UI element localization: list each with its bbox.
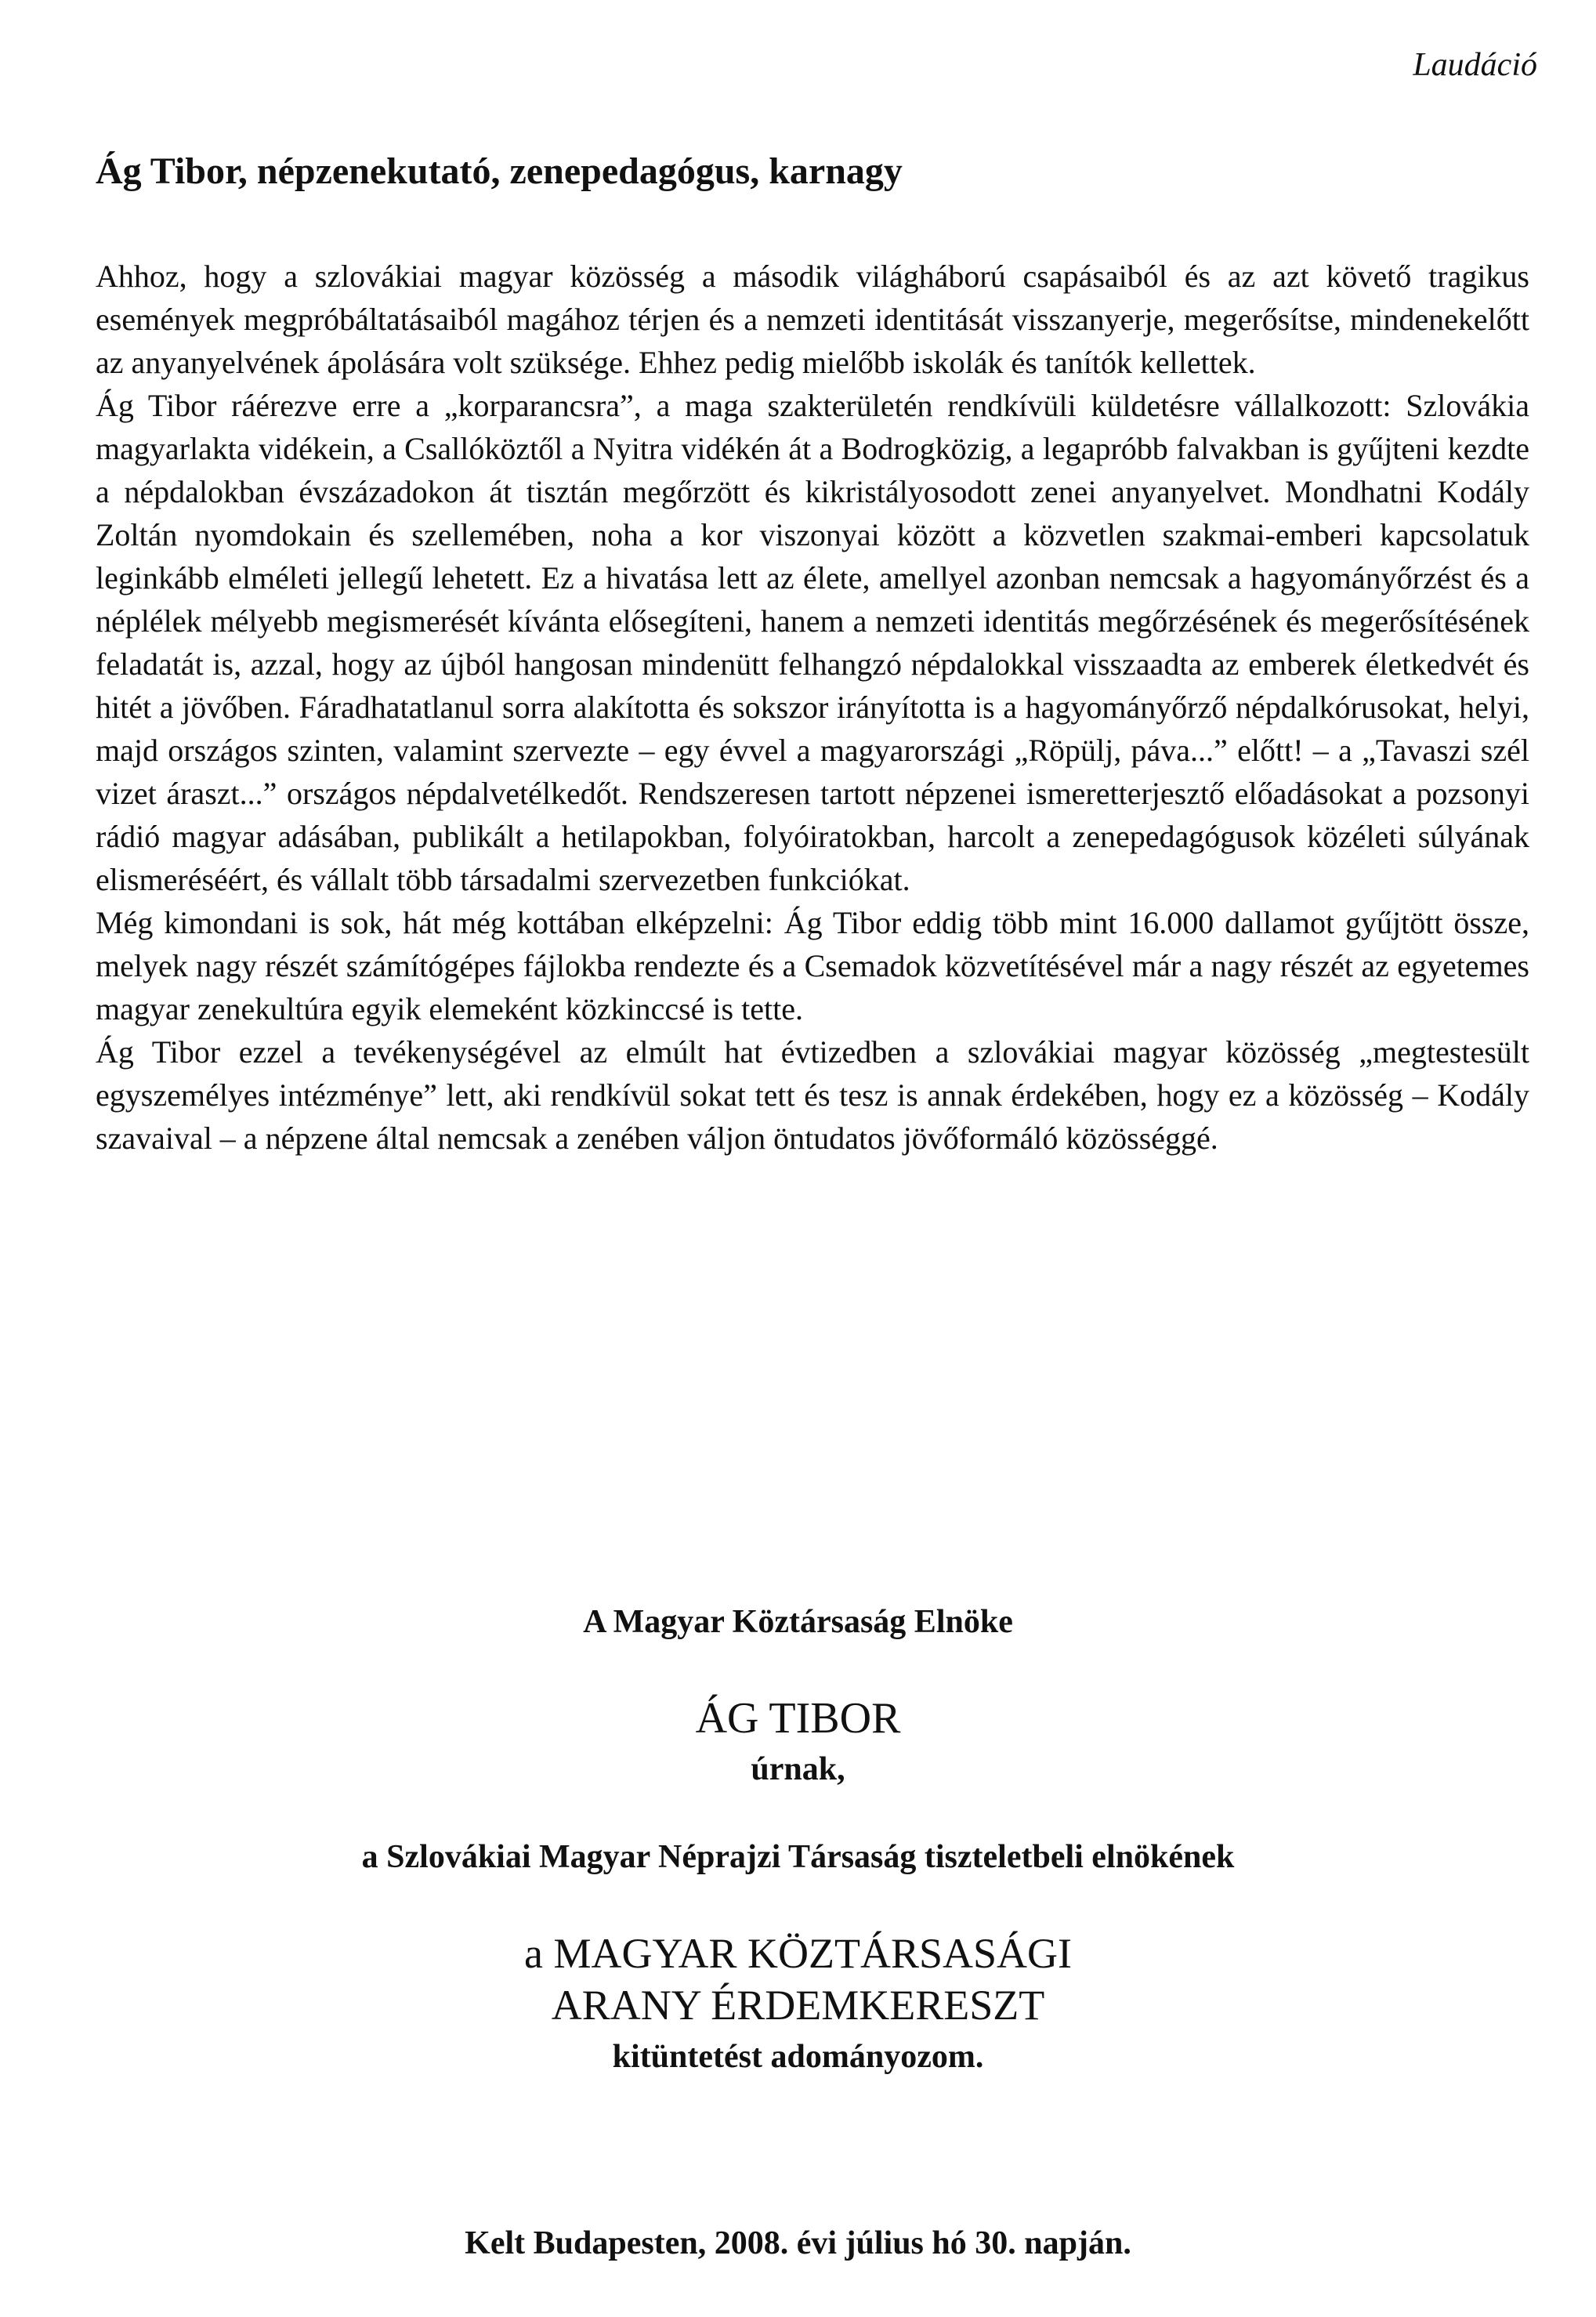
decree-award	[0, 1928, 1596, 2031]
decree-president: A Magyar Köztársaság Elnöke	[583, 1604, 1013, 1640]
decree-honoree: ÁG TIBOR	[695, 1694, 901, 1743]
award-line-1: a MAGYAR KÖZTÁRSASÁGI	[523, 1930, 1073, 1977]
decree-dateline: Kelt Budapesten, 2008. évi július hó 30. napján.	[465, 2225, 1131, 2261]
laudation-body	[96, 255, 1529, 1160]
decree-role: a Szlovákiai Magyar Néprajzi Társaság tiszteletbeli elnökének	[361, 1839, 1235, 1875]
award-line-2: ARANY ÉRDEMKERESZT	[551, 1982, 1045, 2029]
document-title: Ág Tibor, népzenekutató, zenepedagógus, karnagy	[96, 150, 903, 192]
paragraph-melodies: Még kimondani is sok, hát még kottában elképzelni: Ág Tibor eddig több mint 16.000 dallamot gyűjtött össze, melyek nagy részét számítógépes fájlokba rendezte és a Csemadok közvetítésével már a nagy részét az egyetemes magyar zenekultúra egyik elemeként közkinccsé is tette.	[96, 905, 1529, 1026]
section-label: Laudáció	[1413, 47, 1537, 83]
paragraph-collecting: Ág Tibor ráérezve erre a „korparancsra”, a maga szakterületén rendkívüli küldetésre vállalkozott: Szlovákia magyarlakta vidékein, a Csallóköztől a Nyitra vidékén át a Bodrogközig, a legapróbb falvakban is gyűjteni kezdte a népdalokban évszázadokon át tisztán megőrzött és kikristályosodott zenei anyanyelvet. Mondhatni Kodály Zoltán nyomdokain és szellemében, noha a kor viszonyai között a közvetlen szakmai-emberi kapcsolatuk leginkább elméleti jellegű lehetett. Ez a hivatása lett az élete, amellyel azonban nemcsak a hagyományőrzést és a néplélek mélyebb megismerését kívánta elősegíteni, hanem a nemzeti identitás megőrzésének és megerősítésének feladatát is, azzal, hogy az újból hangosan mindenütt felhangzó népdalokkal visszaadta az emberek életkedvét és hitét a jövőben. Fáradhatatlanul sorra alakította és sokszor irányította is a hagyományőrző népdalkórusokat, helyi, majd országos szinten, valamint szervezte – egy évvel a magyarországi „Röpülj, páva...” előtt! – a „Tavaszi szél vizet áraszt...” országos népdalvetélkedőt. Rendszeresen tartott népzenei ismeretterjesztő előadásokat a pozsonyi rádió magyar adásában, publikált a hetilapokban, folyóiratokban, harcolt a zenepedagógusok közéleti súlyának elismeréséért, és vállalt több társadalmi szervezetben funkciókat.	[96, 388, 1529, 897]
paragraph-intro: Ahhoz, hogy a szlovákiai magyar közösség a második világháború csapásaiból és az azt követő tragikus események megpróbáltatásaiból magához térjen és a nemzeti identitását visszanyerje, megerősítse, mindenekelőtt az anyanyelvének ápolására volt szüksége. Ehhez pedig mielőbb iskolák és tanítók kellettek.	[96, 259, 1529, 380]
decree-grant: kitüntetést adományozom.	[612, 2039, 984, 2075]
paragraph-conclusion: Ág Tibor ezzel a tevékenységével az elmúlt hat évtizedben a szlovákiai magyar közösség „megtestesült egyszemélyes intézménye” lett, aki rendkívül sokat tett és tesz is annak érdekében, hogy ez a közösség – Kodály szavaival – a népzene által nemcsak a zenében váljon öntudatos jövőformáló közösséggé.	[96, 1034, 1529, 1156]
decree-salutation: úrnak,	[751, 1751, 845, 1787]
